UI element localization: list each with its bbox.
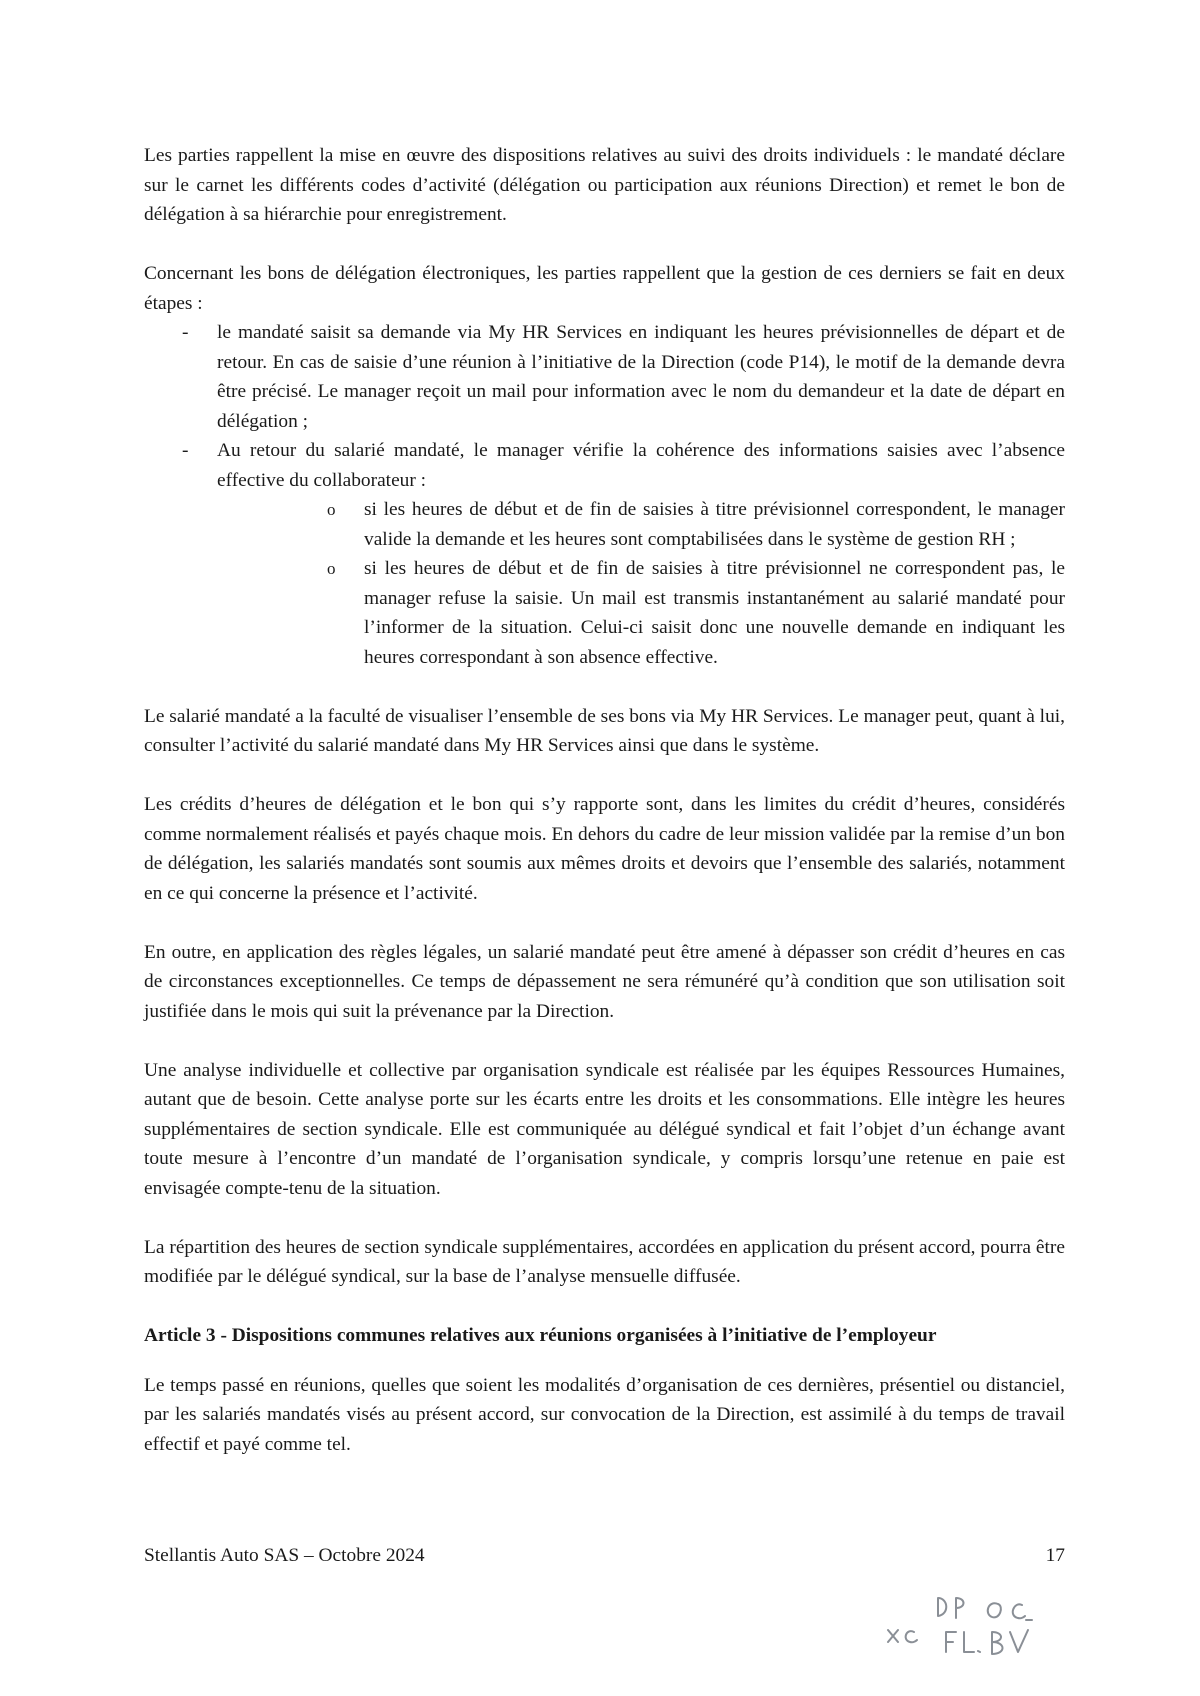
paragraph-electronic-vouchers-intro: Concernant les bons de délégation électroniques, les parties rappellent que la gestion de ces derniers se fait en deux étapes : [144, 263, 1065, 314]
paragraph-visualisation: Le salarié mandaté a la faculté de visualiser l’ensemble de ses bons via My HR Services. Le manager peut, quant à lui, consulter l’activité du salarié mandaté dans My HR Services ainsi que dans le système. [144, 705, 1065, 756]
step-text: le mandaté saisit sa demande via My HR Services en indiquant les heures prévisionnelles de départ et de retour. En cas de saisie d’une réunion à l’initiative de la Direction (code P14), le motif de la demande devra être précisé. Le manager reçoit un mail pour information avec le nom du demandeur et la date de départ en délégation ; [217, 322, 1065, 432]
circle-bullet: o [327, 500, 336, 519]
article-3-heading: Article 3 - Dispositions communes relatives aux réunions organisées à l’initiative de l’employeur [144, 1325, 937, 1346]
paragraph-analysis: Une analyse individuelle et collective par organisation syndicale est réalisée par les équipes Ressources Humaines, autant que de besoin. Cette analyse porte sur les écarts entre les droits et les consommations. Elle intègre les heures supplémentaires de section syndicale. Elle est communiquée au délégué syndical et fait l’objet d’un échange avant toute mesure à l’encontre d’un mandaté de l’organisation syndicale, y compris lorsqu’une retenue en paie est envisagée compte-tenu de la situation. [144, 1059, 1065, 1199]
substep-item-refuse [327, 554, 1065, 672]
paragraph-distribution: La répartition des heures de section syndicale supplémentaires, accordées en application du présent accord, pourra être modifiée par le délégué syndical, sur la base de l’analyse mensuelle diffusée. [144, 1236, 1065, 1287]
substep-text: si les heures de début et de fin de saisies à titre prévisionnel correspondent, le manager valide la demande et les heures sont comptabilisées dans le système de gestion RH ; [364, 499, 1065, 550]
step-item-request [144, 318, 1065, 436]
paragraph-credits: Les crédits d’heures de délégation et le bon qui s’y rapporte sont, dans les limites du crédit d’heures, considérés comme normalement réalisés et payés chaque mois. En dehors du cadre de leur mission validée par la remise d’un bon de délégation, les salariés mandatés sont soumis aux mêmes droits et devoirs que l’ensemble des salariés, notamment en ce qui concerne la présence et l’activité. [144, 794, 1065, 904]
step-text: Au retour du salarié mandaté, le manager vérifie la cohérence des informations saisies avec l’absence effective du collaborateur : [217, 440, 1065, 491]
document-body [144, 141, 1065, 1489]
page-footer [144, 1541, 1065, 1571]
dash-bullet: - [182, 322, 189, 343]
paragraph-exceptional-circumstances: En outre, en application des règles légales, un salarié mandaté peut être amené à dépasser son crédit d’heures en cas de circonstances exceptionnelles. Ce temps de dépassement ne sera rémunéré qu’à condition que son utilisation soit justifiée dans le mois qui suit la prévenance par la Direction. [144, 941, 1065, 1022]
paragraph-rights-tracking: Les parties rappellent la mise en œuvre des dispositions relatives au suivi des droits individuels : le mandaté déclare sur le carnet les différents codes d’activité (délégation ou participation aux réunions Direction) et remet le bon de délégation à sa hiérarchie pour enregistrement. [144, 145, 1065, 225]
dash-bullet: - [182, 440, 189, 461]
circle-bullet: o [327, 559, 336, 578]
footer-company-date: Stellantis Auto SAS – Octobre 2024 [144, 1545, 425, 1566]
substeps-list [217, 495, 1065, 672]
substep-item-validate [327, 495, 1065, 554]
paragraph-meeting-time: Le temps passé en réunions, quelles que soient les modalités d’organisation de ces dernières, présentiel ou distanciel, par les salariés mandatés visés au présent accord, sur convocation de la Direction, est assimilé à du temps de travail effectif et payé comme tel. [144, 1374, 1065, 1455]
initials-signature-icon [880, 1590, 1060, 1660]
steps-list [144, 318, 1065, 672]
substep-text: si les heures de début et de fin de saisies à titre prévisionnel ne correspondent pas, le manager refuse la saisie. Un mail est transmis instantanément au salarié mandaté pour l’informer de la situation. Celui-ci saisit donc une nouvelle demande en indiquant les heures correspondant à son absence effective. [364, 558, 1065, 668]
step-item-verification [144, 436, 1065, 672]
page-number: 17 [1045, 1545, 1065, 1566]
handwritten-initials [880, 1590, 1060, 1660]
